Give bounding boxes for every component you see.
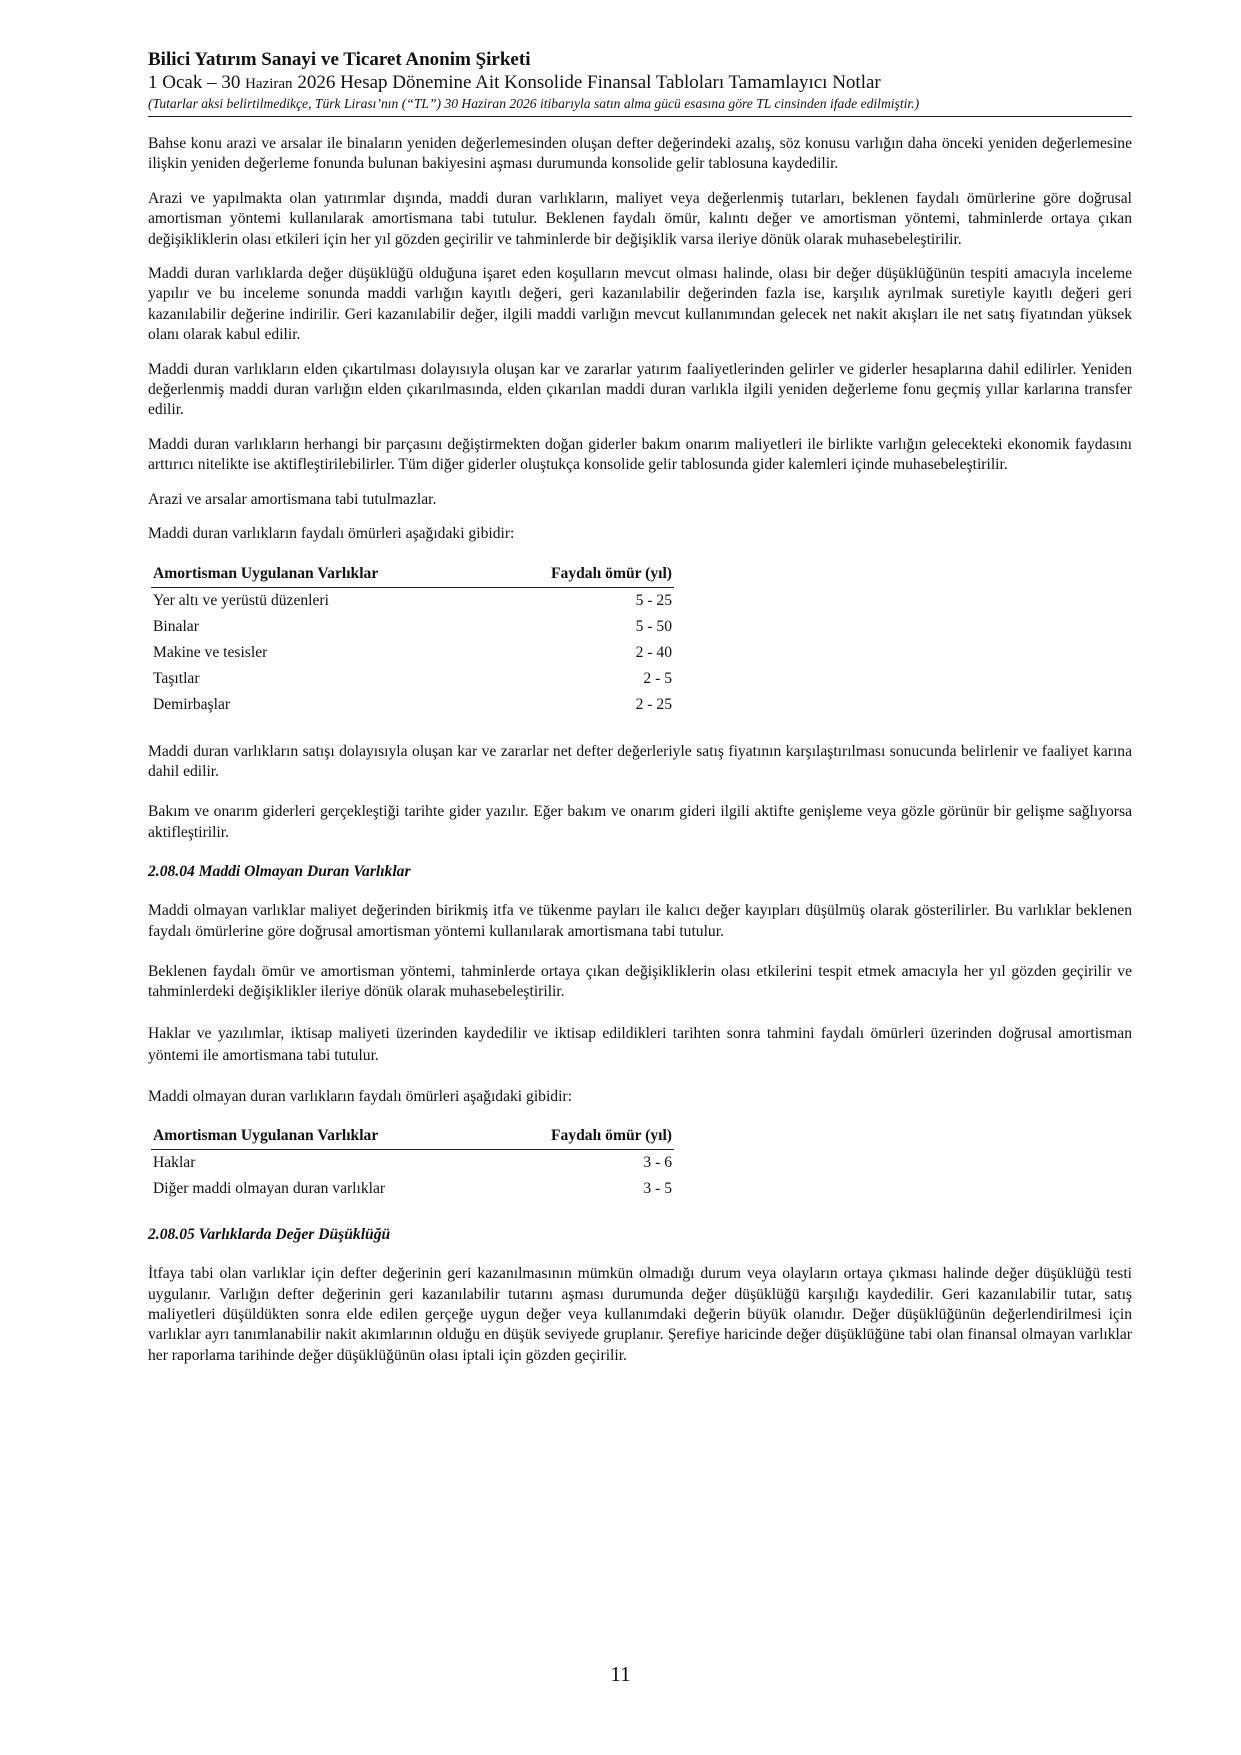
column-header-assets: Amortisman Uygulanan Varlıklar [151,563,489,588]
report-title [148,72,1132,95]
asset-label: Haklar [153,1154,196,1172]
asset-label: Demirbaşlar [153,695,231,713]
paragraph: Maddi duran varlıkların satışı dolayısıyla oluşan kar ve zararlar net defter değerleriyle satış fiyatının karşılaştırılması sonucunda belirlenir ve faaliyet karına dahil edilir. [148,742,1132,780]
table-header-row [151,563,674,588]
useful-life-value: 2 - 40 [635,643,672,661]
table-row [151,1176,674,1202]
paragraph: Maddi olmayan duran varlıkların faydalı ömürleri aşağıdaki gibidir: [148,1087,572,1105]
useful-life-value: 2 - 5 [643,669,672,687]
asset-label: Binalar [153,617,199,635]
paragraph: Bakım ve onarım giderleri gerçekleştiği tarihte gider yazılır. Eğer bakım ve onarım gideri ilgili aktifte genişleme veya gözle görünür bir gelişme sağlıyorsa aktifleştirilir. [148,803,1132,841]
paragraph: Maddi duran varlıkların elden çıkartılması dolayısıyla oluşan kar ve zararlar yatırım faaliyetlerinden gelirler ve giderler hesaplarına dahil edilirler. Yeniden değerlenmiş maddi duran varlığın elden çıkarılmasında, elden çıkarılan maddi duran varlıkla ilgili yeniden değerleme fonu geçmiş yıllar karlarına transfer edilir. [148,360,1132,419]
asset-label: Yer altı ve yerüstü düzenleri [153,591,329,609]
paragraph: Bahse konu arazi ve arsalar ile binaların yeniden değerlemesinden oluşan defter değerindeki azalış, söz konusu varlığın daha önceki yeniden değerlemesine ilişkin yeniden değerleme fonunda bulunan bakiyesini aşması durumunda konsolide gelir tablosuna kaydedilir. [148,135,1132,173]
paragraph: Haklar ve yazılımlar, iktisap maliyeti üzerinden kaydedilir ve iktisap edildikleri tarihten sonra tahmini faydalı ömürleri üzerinden doğrusal amortisman yöntemi ile amortismana tabi tutulur. [148,1024,1132,1064]
paragraph: Maddi duran varlıkların faydalı ömürleri aşağıdaki gibidir: [148,525,515,543]
paragraph: Beklenen faydalı ömür ve amortisman yöntemi, tahminlerde ortaya çıkan değişikliklerin olası etkilerini tespit etmek amacıyla her yıl gözden geçirilir ve tahminlerdeki değişiklikler ileriye dönük olarak muhasebeleştirilir. [148,962,1132,1001]
asset-label: Diğer maddi olmayan duran varlıklar [153,1180,386,1198]
table-row [151,614,674,640]
paragraph: Arazi ve arsalar amortismana tabi tutulmazlar. [148,490,437,508]
column-header-useful-life: Faydalı ömür (yıl) [489,563,674,588]
table-row [151,640,674,666]
useful-life-value: 2 - 25 [635,695,672,713]
currency-note: (Tutarlar aksi belirtilmedikçe, Türk Lirası’nın (“TL”) 30 Haziran 2026 itibarıyla satın alma gücü esasına göre TL cinsinden ifade edilmiştir.) [148,96,920,111]
company-name: Bilici Yatırım Sanayi ve Ticaret Anonim Şirketi [148,49,531,70]
report-title-part2: 2026 Hesap Dönemine Ait Konsolide Finansal Tabloları Tamamlayıcı Notlar [297,72,881,93]
asset-label: Taşıtlar [153,669,200,687]
paragraph: İtfaya tabi olan varlıklar için defter değerinin geri kazanılmasının mümkün olmadığı durum veya olayların ortaya çıkması halinde değer düşüklüğü testi uygulanır. Varlığın defter değerinin geri kazanılabilir tutarını aşması durumunda değer düşüklüğü karşılığı kaydedilir. Geri kazanılabilir tutar, satış maliyetleri düşüldükten sonra elde edilen gerçeğe uygun değer veya kullanımdaki değerin büyük olanıdır. Değer düşüklüğünün değerlendirilmesi için varlıklar ayrı tanımlanabilir nakit akımlarının olduğu en düşük seviyede gruplanır. Şerefiye haricinde değer düşüklüğüne tabi olan finansal olmayan varlıklar her raporlama tarihinde değer düşüklüğünün olası iptali için gözden geçirilir. [148,1265,1132,1364]
column-header-assets: Amortisman Uygulanan Varlıklar [151,1125,493,1150]
paragraph: Arazi ve yapılmakta olan yatırımlar dışında, maddi duran varlıkların, maliyet veya değerlenmiş tutarları, beklenen faydalı ömürlerine göre doğrusal amortisman yöntemi kullanılarak amortismana tabi tutulur. Beklenen faydalı ömür, kalıntı değer ve amortisman yöntemi, tahminlerde ortaya çıkan değişikliklerin olası etkileri için her yıl gözden geçirilir ve tahminlerde bir değişiklik varsa ileriye dönük olarak muhasebeleştirilir. [148,189,1132,248]
header-divider [148,116,1132,117]
column-header-useful-life: Faydalı ömür (yıl) [493,1125,674,1150]
useful-life-value: 3 - 5 [643,1180,672,1198]
page-number: 11 [610,1662,631,1686]
useful-life-value: 5 - 25 [635,591,672,609]
tangible-assets-useful-life-table [151,563,674,718]
report-title-part1: 1 Ocak – 30 [148,72,241,93]
paragraph: Maddi duran varlıkların herhangi bir parçasını değiştirmekten doğan giderler bakım onarım maliyetleri ile birlikte varlığın gelecekteki ekonomik faydasını arttırıcı nitelikte ise aktifleştirilebilirler. Tüm diğer giderler oluştukça konsolide gelir tablosunda gider kalemleri içinde muhasebeleştirilir. [148,435,1132,474]
useful-life-value: 5 - 50 [635,617,672,635]
report-title-month: Haziran [245,76,293,92]
paragraph: Maddi olmayan varlıklar maliyet değerinden birikmiş itfa ve tükenme payları ile kalıcı değer kayıpları düşülmüş olarak gösterilirler. Bu varlıklar beklenen faydalı ömürlerine göre doğrusal amortisman yöntemi kullanılarak amortismana tabi tutulur. [148,902,1132,940]
asset-label: Makine ve tesisler [153,643,268,661]
paragraph: Maddi duran varlıklarda değer düşüklüğü olduğuna işaret eden koşulların mevcut olması halinde, olası bir değer düşüklüğünün tespiti amacıyla inceleme yapılır ve bu inceleme sonunda maddi varlığın kayıtlı değeri, geri kazanılabilir değerinden fazla ise, karşılık ayrılmak suretiyle kayıtlı değeri geri kazanılabilir değerine indirilir. Geri kazanılabilir değer, ilgili maddi varlığın mevcut kullanımından gelecek net nakit akışları ile net satış fiyatından yüksek olanı olarak kabul edilir. [148,265,1132,344]
table-header-row [151,1125,674,1150]
document-body [148,134,1132,1380]
table-row [151,666,674,692]
table-row [151,1150,674,1177]
page-header [148,48,1132,117]
section-heading: 2.08.05 Varlıklarda Değer Düşüklüğü [148,1226,391,1244]
section-heading: 2.08.04 Maddi Olmayan Duran Varlıklar [148,863,411,881]
useful-life-value: 3 - 6 [643,1154,672,1172]
intangible-assets-useful-life-table [151,1125,674,1202]
table-row [151,692,674,718]
table-row [151,587,674,614]
